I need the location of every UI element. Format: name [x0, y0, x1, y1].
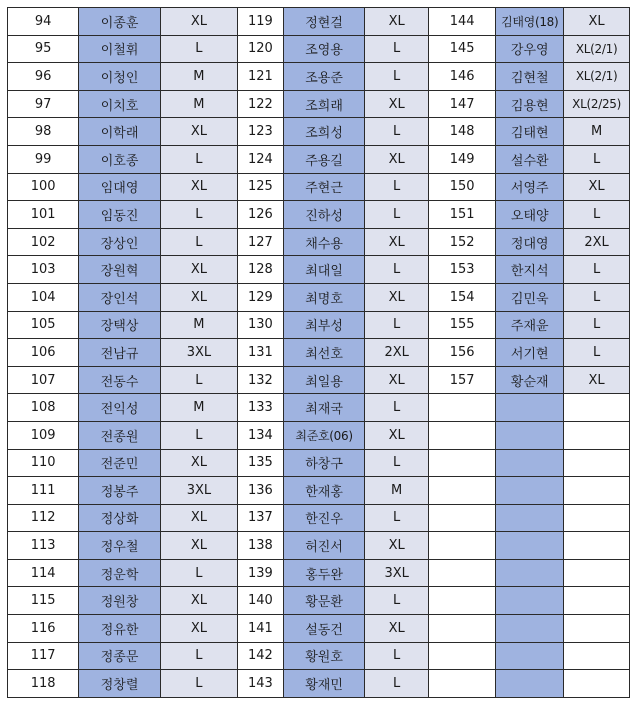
shirt-size-cell: XL	[160, 615, 237, 643]
table-row	[8, 642, 630, 670]
member-name-cell: 정대영	[496, 228, 564, 256]
shirt-size-cell: L	[160, 145, 237, 173]
shirt-size-cell: L	[365, 201, 428, 229]
shirt-size-cell	[564, 587, 630, 615]
row-number-cell: 104	[8, 283, 79, 311]
shirt-size-cell: L	[365, 256, 428, 284]
shirt-size-cell: L	[564, 201, 630, 229]
row-number-cell: 152	[428, 228, 495, 256]
table-row	[8, 421, 630, 449]
shirt-size-cell: XL	[160, 256, 237, 284]
member-name-cell: 최선호	[283, 339, 365, 367]
row-number-cell: 153	[428, 256, 495, 284]
row-number-cell: 140	[238, 587, 284, 615]
shirt-size-cell	[564, 394, 630, 422]
row-number-cell: 107	[8, 366, 79, 394]
row-number-cell: 122	[238, 90, 284, 118]
shirt-size-cell	[564, 421, 630, 449]
row-number-cell: 150	[428, 173, 495, 201]
table-row	[8, 311, 630, 339]
table-row	[8, 35, 630, 63]
row-number-cell: 126	[238, 201, 284, 229]
table-row	[8, 118, 630, 146]
row-number-cell: 112	[8, 504, 79, 532]
row-number-cell: 101	[8, 201, 79, 229]
member-name-cell: 정봉주	[79, 477, 160, 505]
shirt-size-cell: XL	[564, 8, 630, 36]
row-number-cell: 127	[238, 228, 284, 256]
row-number-cell: 115	[8, 587, 79, 615]
shirt-size-cell: XL	[365, 532, 428, 560]
table-row	[8, 559, 630, 587]
shirt-size-cell: L	[564, 283, 630, 311]
row-number-cell: 99	[8, 145, 79, 173]
shirt-size-cell: L	[160, 559, 237, 587]
shirt-size-cell	[564, 642, 630, 670]
table-row	[8, 228, 630, 256]
shirt-size-cell: 3XL	[160, 477, 237, 505]
shirt-size-cell: XL	[365, 421, 428, 449]
shirt-size-cell: XL	[160, 504, 237, 532]
member-name-cell: 채수용	[283, 228, 365, 256]
shirt-size-cell: L	[365, 173, 428, 201]
table-row	[8, 477, 630, 505]
table-row	[8, 394, 630, 422]
shirt-size-cell: L	[160, 201, 237, 229]
shirt-size-cell: XL	[160, 587, 237, 615]
member-name-cell: 이치호	[79, 90, 160, 118]
row-number-cell: 116	[8, 615, 79, 643]
shirt-size-cell: L	[365, 118, 428, 146]
shirt-size-cell: L	[365, 642, 428, 670]
row-number-cell: 151	[428, 201, 495, 229]
row-number-cell: 102	[8, 228, 79, 256]
shirt-size-cell: L	[160, 421, 237, 449]
row-number-cell: 128	[238, 256, 284, 284]
shirt-size-cell: L	[160, 642, 237, 670]
row-number-cell: 145	[428, 35, 495, 63]
member-name-cell: 최준호(06)	[283, 421, 365, 449]
shirt-size-cell: XL(2/1)	[564, 35, 630, 63]
shirt-size-cell: M	[564, 118, 630, 146]
shirt-size-cell: L	[365, 587, 428, 615]
shirt-size-cell: XL	[160, 173, 237, 201]
row-number-cell: 125	[238, 173, 284, 201]
row-number-cell	[428, 642, 495, 670]
shirt-size-cell	[564, 532, 630, 560]
member-name-cell: 진하성	[283, 201, 365, 229]
row-number-cell: 136	[238, 477, 284, 505]
member-name-cell: 서기현	[496, 339, 564, 367]
shirt-size-cell	[564, 504, 630, 532]
table-row	[8, 283, 630, 311]
table-row	[8, 587, 630, 615]
member-name-cell: 조용준	[283, 63, 365, 91]
member-name-cell: 김태영(18)	[496, 8, 564, 36]
shirt-size-cell: L	[365, 311, 428, 339]
member-name-cell	[496, 394, 564, 422]
row-number-cell: 139	[238, 559, 284, 587]
row-number-cell	[428, 504, 495, 532]
shirt-size-cell: L	[365, 63, 428, 91]
shirt-size-cell: L	[365, 504, 428, 532]
member-name-cell: 전익성	[79, 394, 160, 422]
table-row	[8, 173, 630, 201]
row-number-cell: 144	[428, 8, 495, 36]
table-row	[8, 449, 630, 477]
row-number-cell: 117	[8, 642, 79, 670]
member-name-cell: 설수환	[496, 145, 564, 173]
row-number-cell	[428, 615, 495, 643]
row-number-cell: 132	[238, 366, 284, 394]
row-number-cell: 124	[238, 145, 284, 173]
member-name-cell: 임동진	[79, 201, 160, 229]
member-name-cell: 주재윤	[496, 311, 564, 339]
shirt-size-cell: L	[365, 35, 428, 63]
shirt-size-cell: L	[160, 228, 237, 256]
row-number-cell: 156	[428, 339, 495, 367]
member-name-cell: 이학래	[79, 118, 160, 146]
row-number-cell: 118	[8, 670, 79, 698]
member-name-cell: 하창구	[283, 449, 365, 477]
shirt-size-cell: XL	[365, 615, 428, 643]
row-number-cell	[428, 532, 495, 560]
row-number-cell	[428, 449, 495, 477]
row-number-cell: 134	[238, 421, 284, 449]
shirt-size-cell	[564, 477, 630, 505]
table-row	[8, 201, 630, 229]
member-name-cell: 장인석	[79, 283, 160, 311]
member-name-cell	[496, 642, 564, 670]
row-number-cell: 103	[8, 256, 79, 284]
row-number-cell: 113	[8, 532, 79, 560]
member-name-cell: 전준민	[79, 449, 160, 477]
member-name-cell: 황재민	[283, 670, 365, 698]
member-name-cell: 최대일	[283, 256, 365, 284]
row-number-cell: 133	[238, 394, 284, 422]
member-name-cell: 조희래	[283, 90, 365, 118]
shirt-size-cell	[564, 615, 630, 643]
member-name-cell: 서영주	[496, 173, 564, 201]
shirt-size-cell: XL	[160, 532, 237, 560]
row-number-cell: 129	[238, 283, 284, 311]
row-number-cell: 96	[8, 63, 79, 91]
row-number-cell: 110	[8, 449, 79, 477]
member-name-cell: 정현걸	[283, 8, 365, 36]
member-name-cell: 주용길	[283, 145, 365, 173]
row-number-cell: 94	[8, 8, 79, 36]
member-name-cell: 정우철	[79, 532, 160, 560]
member-name-cell: 최재국	[283, 394, 365, 422]
row-number-cell: 143	[238, 670, 284, 698]
shirt-size-cell: XL	[160, 8, 237, 36]
member-name-cell: 오태양	[496, 201, 564, 229]
shirt-size-cell: 2XL	[564, 228, 630, 256]
member-name-cell: 조희성	[283, 118, 365, 146]
member-name-cell: 전동수	[79, 366, 160, 394]
shirt-size-cell: 3XL	[160, 339, 237, 367]
row-number-cell: 121	[238, 63, 284, 91]
member-name-cell: 장원혁	[79, 256, 160, 284]
row-number-cell: 105	[8, 311, 79, 339]
member-name-cell: 강우영	[496, 35, 564, 63]
member-name-cell: 장상인	[79, 228, 160, 256]
row-number-cell: 98	[8, 118, 79, 146]
member-name-cell: 이호종	[79, 145, 160, 173]
shirt-size-cell: L	[365, 394, 428, 422]
shirt-size-cell: M	[365, 477, 428, 505]
row-number-cell: 109	[8, 421, 79, 449]
member-name-cell: 정유한	[79, 615, 160, 643]
member-name-cell: 김민욱	[496, 283, 564, 311]
table-row	[8, 8, 630, 36]
row-number-cell: 147	[428, 90, 495, 118]
row-number-cell	[428, 587, 495, 615]
shirt-size-cell: 2XL	[365, 339, 428, 367]
row-number-cell: 141	[238, 615, 284, 643]
table-row	[8, 63, 630, 91]
member-name-cell: 정창렬	[79, 670, 160, 698]
shirt-size-cell: XL(2/1)	[564, 63, 630, 91]
shirt-size-cell	[564, 559, 630, 587]
member-name-cell: 황문환	[283, 587, 365, 615]
row-number-cell	[428, 559, 495, 587]
shirt-size-cell: XL	[160, 449, 237, 477]
row-number-cell: 97	[8, 90, 79, 118]
roster-table	[7, 7, 630, 698]
row-number-cell: 120	[238, 35, 284, 63]
row-number-cell: 119	[238, 8, 284, 36]
shirt-size-cell: L	[564, 256, 630, 284]
member-name-cell: 이청인	[79, 63, 160, 91]
row-number-cell: 138	[238, 532, 284, 560]
row-number-cell	[428, 421, 495, 449]
member-name-cell: 설동건	[283, 615, 365, 643]
member-name-cell: 정종문	[79, 642, 160, 670]
member-name-cell	[496, 587, 564, 615]
row-number-cell: 148	[428, 118, 495, 146]
row-number-cell: 137	[238, 504, 284, 532]
shirt-size-cell: M	[160, 311, 237, 339]
row-number-cell: 142	[238, 642, 284, 670]
member-name-cell	[496, 504, 564, 532]
member-name-cell	[496, 449, 564, 477]
member-name-cell: 전종원	[79, 421, 160, 449]
member-name-cell: 임대영	[79, 173, 160, 201]
row-number-cell: 155	[428, 311, 495, 339]
shirt-size-cell: L	[365, 670, 428, 698]
row-number-cell	[428, 394, 495, 422]
row-number-cell	[428, 670, 495, 698]
row-number-cell: 149	[428, 145, 495, 173]
member-name-cell	[496, 615, 564, 643]
shirt-size-cell: M	[160, 90, 237, 118]
roster-table-body	[8, 8, 630, 698]
shirt-size-cell: M	[160, 63, 237, 91]
table-row	[8, 615, 630, 643]
member-name-cell: 전남규	[79, 339, 160, 367]
table-row	[8, 670, 630, 698]
table-row	[8, 90, 630, 118]
row-number-cell: 135	[238, 449, 284, 477]
row-number-cell: 95	[8, 35, 79, 63]
shirt-size-cell: L	[160, 670, 237, 698]
member-name-cell: 최부성	[283, 311, 365, 339]
member-name-cell	[496, 559, 564, 587]
member-name-cell: 김현철	[496, 63, 564, 91]
member-name-cell: 주현근	[283, 173, 365, 201]
member-name-cell: 황원호	[283, 642, 365, 670]
member-name-cell: 한진우	[283, 504, 365, 532]
row-number-cell: 157	[428, 366, 495, 394]
shirt-size-cell: L	[160, 35, 237, 63]
member-name-cell: 최일용	[283, 366, 365, 394]
row-number-cell: 146	[428, 63, 495, 91]
shirt-size-cell: XL	[365, 366, 428, 394]
shirt-size-cell: XL	[365, 228, 428, 256]
row-number-cell: 123	[238, 118, 284, 146]
shirt-size-cell: XL	[365, 90, 428, 118]
member-name-cell: 김용현	[496, 90, 564, 118]
row-number-cell	[428, 477, 495, 505]
shirt-size-cell: XL	[365, 8, 428, 36]
row-number-cell: 106	[8, 339, 79, 367]
row-number-cell: 131	[238, 339, 284, 367]
table-row	[8, 256, 630, 284]
shirt-size-cell: XL	[365, 145, 428, 173]
member-name-cell: 정운학	[79, 559, 160, 587]
table-row	[8, 339, 630, 367]
shirt-size-cell: XL(2/25)	[564, 90, 630, 118]
shirt-size-cell: XL	[160, 118, 237, 146]
shirt-size-cell: XL	[160, 283, 237, 311]
member-name-cell: 최명호	[283, 283, 365, 311]
row-number-cell: 114	[8, 559, 79, 587]
row-number-cell: 130	[238, 311, 284, 339]
shirt-size-cell: L	[160, 366, 237, 394]
member-name-cell: 장택상	[79, 311, 160, 339]
member-name-cell: 한지석	[496, 256, 564, 284]
table-row	[8, 366, 630, 394]
shirt-size-cell	[564, 449, 630, 477]
member-name-cell: 이종훈	[79, 8, 160, 36]
row-number-cell: 108	[8, 394, 79, 422]
shirt-size-cell	[564, 670, 630, 698]
shirt-size-cell: L	[564, 145, 630, 173]
row-number-cell: 154	[428, 283, 495, 311]
table-row	[8, 145, 630, 173]
shirt-size-cell: M	[160, 394, 237, 422]
shirt-size-cell: L	[365, 449, 428, 477]
member-name-cell	[496, 421, 564, 449]
shirt-size-cell: XL	[564, 173, 630, 201]
member-name-cell: 정상화	[79, 504, 160, 532]
member-name-cell	[496, 477, 564, 505]
table-row	[8, 504, 630, 532]
shirt-size-cell: L	[564, 311, 630, 339]
shirt-size-cell: 3XL	[365, 559, 428, 587]
row-number-cell: 100	[8, 173, 79, 201]
member-name-cell: 이철휘	[79, 35, 160, 63]
member-name-cell: 허진서	[283, 532, 365, 560]
member-name-cell: 황순재	[496, 366, 564, 394]
member-name-cell: 조영용	[283, 35, 365, 63]
member-name-cell: 정원창	[79, 587, 160, 615]
member-name-cell	[496, 532, 564, 560]
table-row	[8, 532, 630, 560]
member-name-cell: 김태현	[496, 118, 564, 146]
shirt-size-cell: XL	[365, 283, 428, 311]
member-name-cell	[496, 670, 564, 698]
row-number-cell: 111	[8, 477, 79, 505]
member-name-cell: 한재홍	[283, 477, 365, 505]
member-name-cell: 홍두완	[283, 559, 365, 587]
shirt-size-cell: L	[564, 339, 630, 367]
shirt-size-cell: XL	[564, 366, 630, 394]
